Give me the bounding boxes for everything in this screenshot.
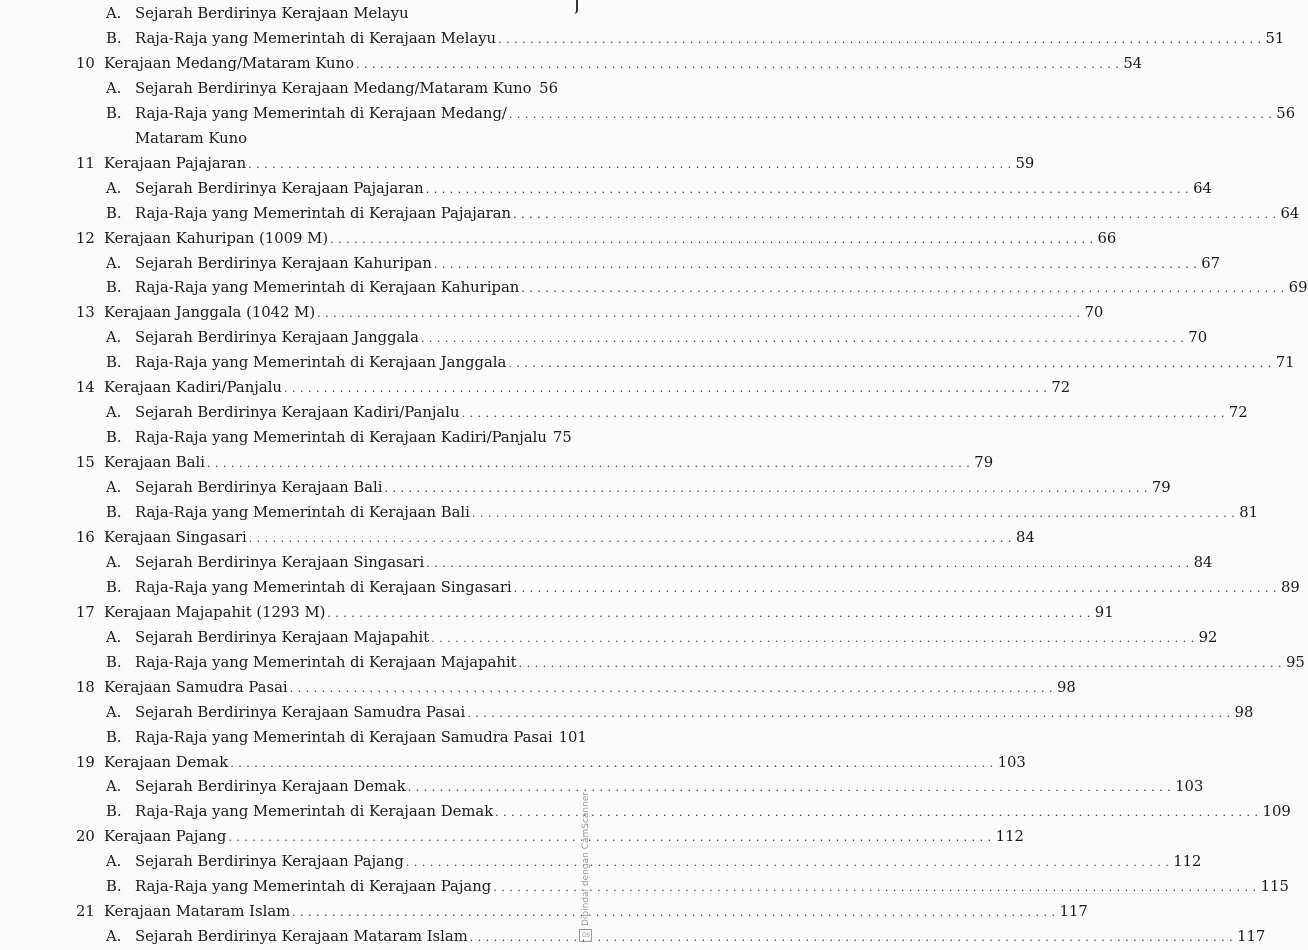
page-number: 98 — [1234, 703, 1254, 721]
section-title: Sejarah Berdirinya Kerajaan Kadiri/Panjalu — [135, 404, 460, 422]
section-letter: A. — [106, 254, 122, 272]
page-number: 95 — [1285, 653, 1305, 671]
page-number: 64 — [1193, 179, 1212, 197]
section-title: Sejarah Berdirinya Kerajaan Pajang — [135, 853, 404, 871]
section-letter: B. — [106, 29, 122, 47]
page-number: 70 — [1188, 329, 1208, 347]
toc-entry — [0, 875, 1289, 899]
page-number: 72 — [1228, 404, 1248, 422]
section-letter: A. — [106, 5, 122, 22]
section-title: Sejarah Berdirinya Kerajaan Kahuripan — [135, 254, 432, 272]
dot-leader — [406, 851, 1169, 875]
section-title: Raja-Raja yang Memerintah di Kerajaan Medang/ — [135, 104, 507, 122]
page-edge-mark — [573, 0, 578, 14]
chapter-number: 10 — [76, 54, 95, 72]
page-number: 115 — [1260, 878, 1289, 896]
page-number: 79 — [1151, 479, 1171, 497]
section-letter: B. — [106, 578, 122, 596]
toc-entry — [0, 77, 600, 101]
dot-leader — [356, 53, 1119, 77]
page-number: 98 — [1056, 678, 1076, 696]
section-title: Raja-Raja yang Memerintah di Kerajaan Singasari — [135, 578, 512, 596]
section-title: Raja-Raja yang Memerintah di Kerajaan Pajajaran — [135, 204, 512, 222]
toc-entry — [0, 701, 1254, 725]
chapter-number: 13 — [76, 304, 95, 322]
page-number: 103 — [997, 753, 1026, 771]
dot-leader — [467, 702, 1230, 726]
dot-leader — [519, 652, 1282, 676]
page-number: 101 — [558, 728, 587, 746]
section-letter: A. — [106, 79, 122, 97]
chapter-title: Kerajaan Kadiri/Panjalu — [104, 379, 282, 397]
section-letter: B. — [106, 204, 122, 222]
dot-leader — [426, 552, 1189, 576]
toc-entry — [0, 676, 1076, 700]
chapter-title: Kerajaan Demak — [104, 753, 229, 771]
page-number: 54 — [1123, 54, 1143, 72]
section-letter: A. — [106, 479, 122, 497]
section-title: Sejarah Berdirinya Kerajaan Medang/Mataram Kuno — [135, 79, 532, 97]
page-number: 79 — [974, 454, 994, 472]
section-title: Sejarah Berdirinya Kerajaan Samudra Pasai — [135, 703, 466, 721]
dot-leader — [498, 28, 1261, 52]
section-letter: A. — [106, 703, 122, 721]
toc-entry — [0, 326, 1208, 350]
page-number: 71 — [1275, 354, 1295, 372]
dot-leader — [514, 577, 1277, 601]
page-number: 103 — [1175, 778, 1204, 796]
page-number: 112 — [1173, 853, 1202, 871]
toc-entry — [0, 301, 1104, 325]
dot-leader — [330, 228, 1093, 252]
dot-leader — [385, 477, 1148, 501]
section-title: Sejarah Berdirinya Kerajaan Pajajaran — [135, 179, 424, 197]
section-title: Sejarah Berdirinya Kerajaan Singasari — [135, 553, 425, 571]
dot-leader — [426, 178, 1189, 202]
chapter-number: 12 — [76, 229, 95, 247]
section-title: Raja-Raja yang Memerintah di Kerajaan Melayu — [135, 29, 497, 47]
toc-entry — [0, 127, 600, 151]
toc-entry — [0, 426, 600, 450]
page-number: 92 — [1198, 628, 1218, 646]
dot-leader — [207, 452, 970, 476]
section-letter: B. — [106, 429, 122, 447]
section-title: Raja-Raja yang Memerintah di Kerajaan Kahuripan — [135, 279, 520, 297]
page-number: 84 — [1193, 553, 1213, 571]
toc-entry — [0, 601, 1114, 625]
section-title: Raja-Raja yang Memerintah di Kerajaan Majapahit — [135, 653, 517, 671]
dot-leader — [408, 776, 1171, 800]
dot-leader — [534, 78, 536, 102]
chapter-title: Kerajaan Singasari — [104, 528, 247, 546]
toc-entry — [0, 825, 1024, 849]
dot-leader — [472, 502, 1235, 526]
chapter-number: 20 — [76, 828, 95, 846]
section-title: Sejarah Berdirinya Kerajaan Melayu — [135, 5, 409, 22]
section-letter: B. — [106, 279, 122, 297]
toc-entry — [0, 726, 600, 750]
toc-entry — [0, 276, 1308, 300]
page-number: 59 — [1015, 154, 1035, 172]
toc-entry — [0, 800, 1291, 824]
page-number: 64 — [1280, 204, 1300, 222]
section-letter: B. — [106, 104, 122, 122]
toc-entry — [0, 925, 1266, 949]
page-number: 66 — [1097, 229, 1117, 247]
page-number: 70 — [1084, 304, 1104, 322]
dot-leader — [292, 901, 1055, 925]
page-number: 56 — [539, 79, 558, 97]
toc-entry — [0, 651, 1305, 675]
section-letter: A. — [106, 404, 122, 422]
section-title: Raja-Raja yang Memerintah di Kerajaan Janggala — [135, 354, 507, 372]
chapter-title: Kerajaan Mataram Islam — [104, 903, 291, 921]
chapter-number: 15 — [76, 454, 95, 472]
page-number: 81 — [1239, 504, 1259, 521]
chapter-title: Kerajaan Majapahit (1293 M) — [104, 603, 326, 621]
toc-entry — [0, 351, 1295, 375]
toc-entry — [0, 202, 1300, 226]
page-number: 56 — [1276, 104, 1296, 122]
section-letter: B. — [106, 354, 122, 372]
chapter-title: Kerajaan Kahuripan (1009 M) — [104, 229, 329, 247]
toc-entry — [0, 401, 1248, 425]
toc-entry — [0, 227, 1117, 251]
section-title: Raja-Raja yang Memerintah di Kerajaan Demak — [135, 803, 494, 821]
page-number: 72 — [1051, 379, 1071, 397]
section-title: Sejarah Berdirinya Kerajaan Demak — [135, 778, 406, 796]
toc-entry — [0, 551, 1213, 575]
chapter-title: Kerajaan Pajajaran — [104, 154, 247, 172]
page-number: 69 — [1288, 279, 1308, 297]
chapter-title: Kerajaan Janggala (1042 M) — [104, 304, 316, 322]
dot-leader — [521, 277, 1284, 301]
toc-entry — [0, 526, 1035, 550]
section-letter: B. — [106, 653, 122, 671]
dot-leader — [509, 103, 1272, 127]
toc-entry — [0, 576, 1300, 600]
toc-entry — [0, 775, 1204, 799]
dot-leader — [462, 402, 1225, 426]
toc-entry — [0, 501, 1259, 525]
section-title: Raja-Raja yang Memerintah di Kerajaan Samudra Pasai — [135, 728, 553, 746]
chapter-title: Kerajaan Bali — [104, 454, 205, 472]
toc-entry — [0, 152, 1035, 176]
section-title: Sejarah Berdirinya Kerajaan Janggala — [135, 329, 419, 347]
section-letter: B. — [106, 504, 122, 521]
page-number: 117 — [1237, 928, 1266, 946]
page-number: 75 — [552, 429, 572, 447]
chapter-number: 16 — [76, 528, 95, 546]
chapter-title: Kerajaan Medang/Mataram Kuno — [104, 54, 355, 72]
section-title: Raja-Raja yang Memerintah di Kerajaan Bali — [135, 504, 470, 521]
page-number: 89 — [1281, 578, 1300, 596]
page-number: 67 — [1201, 254, 1221, 272]
dot-leader — [248, 153, 1011, 177]
chapter-number: 17 — [76, 603, 95, 621]
page-number: 112 — [995, 828, 1024, 846]
camscanner-logo-icon: CS — [580, 929, 593, 942]
toc-entry — [0, 476, 1171, 500]
page-number: 84 — [1016, 528, 1035, 546]
chapter-number: 14 — [76, 379, 95, 397]
toc-entry — [0, 52, 1143, 76]
page-number: 109 — [1262, 803, 1291, 821]
page-number: 117 — [1059, 903, 1088, 921]
section-title: Sejarah Berdirinya Kerajaan Majapahit — [135, 628, 430, 646]
section-letter: A. — [106, 179, 122, 197]
toc-entry — [0, 2, 600, 26]
dot-leader — [495, 801, 1258, 825]
section-letter: A. — [106, 628, 122, 646]
dot-leader — [284, 377, 1047, 401]
toc-entry — [0, 451, 994, 475]
dot-leader — [317, 302, 1080, 326]
section-letter: B. — [106, 803, 122, 821]
section-letter: A. — [106, 553, 122, 571]
toc-entry — [0, 626, 1218, 650]
camscanner-watermark — [576, 790, 596, 942]
page-number: 91 — [1094, 603, 1114, 621]
dot-leader — [228, 826, 991, 850]
dot-leader — [327, 602, 1090, 626]
section-title: Sejarah Berdirinya Kerajaan Mataram Islam — [135, 928, 468, 946]
dot-leader — [249, 527, 1012, 551]
watermark-text: Dipindai dengan CamScanner — [581, 791, 591, 926]
section-title: Mataram Kuno — [135, 129, 248, 147]
dot-leader — [290, 677, 1053, 701]
dot-leader — [493, 876, 1256, 900]
toc-entry — [0, 252, 1221, 276]
toc-entry — [0, 177, 1212, 201]
chapter-title: Kerajaan Pajang — [104, 828, 227, 846]
dot-leader — [421, 327, 1184, 351]
section-title: Raja-Raja yang Memerintah di Kerajaan Kadiri/Panjalu — [135, 429, 547, 447]
chapter-number: 11 — [76, 154, 95, 172]
section-letter: B. — [106, 728, 122, 746]
toc-entry — [0, 850, 1202, 874]
chapter-number: 18 — [76, 678, 95, 696]
toc-entry — [0, 900, 1088, 924]
toc-entry — [0, 27, 1285, 51]
chapter-number: 19 — [76, 753, 95, 771]
dot-leader — [508, 352, 1271, 376]
chapter-title: Kerajaan Samudra Pasai — [104, 678, 288, 696]
toc-entry — [0, 751, 1026, 775]
dot-leader — [434, 253, 1197, 277]
dot-leader — [431, 627, 1194, 651]
section-letter: A. — [106, 853, 122, 871]
section-title: Raja-Raja yang Memerintah di Kerajaan Pajang — [135, 878, 492, 896]
dot-leader — [230, 752, 993, 776]
page-number: 51 — [1265, 29, 1285, 47]
section-letter: A. — [106, 778, 122, 796]
section-letter: A. — [106, 329, 122, 347]
toc-entry — [0, 102, 1296, 126]
section-letter: B. — [106, 878, 122, 896]
chapter-number: 21 — [76, 903, 95, 921]
section-letter: A. — [106, 928, 122, 946]
dot-leader — [513, 203, 1276, 227]
section-title: Sejarah Berdirinya Kerajaan Bali — [135, 479, 383, 497]
toc-entry — [0, 376, 1071, 400]
